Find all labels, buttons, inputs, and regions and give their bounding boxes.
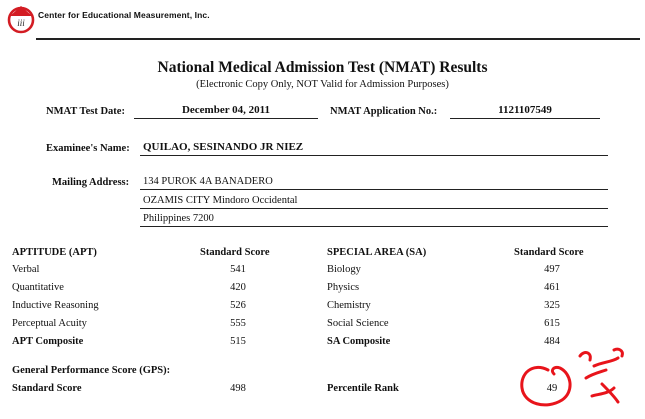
sa-row-name: Chemistry bbox=[327, 300, 371, 311]
red-scribble-annotation bbox=[518, 344, 638, 414]
svg-text:iii: iii bbox=[17, 18, 25, 28]
mailing-underline-3 bbox=[140, 226, 608, 227]
mailing-line-2: OZAMIS CITY Mindoro Occidental bbox=[143, 195, 298, 206]
sa-row-score: 615 bbox=[544, 318, 560, 329]
apt-row-name: Inductive Reasoning bbox=[12, 300, 99, 311]
mailing-underline-2 bbox=[140, 208, 608, 209]
sa-row-name: Social Science bbox=[327, 318, 389, 329]
test-date-label: NMAT Test Date: bbox=[46, 106, 125, 117]
application-underline bbox=[450, 118, 600, 119]
test-date-underline bbox=[134, 118, 318, 119]
examinee-underline bbox=[140, 155, 608, 156]
mailing-label: Mailing Address: bbox=[52, 177, 130, 188]
mailing-line-3: Philippines 7200 bbox=[143, 213, 214, 224]
gps-standard-label: Standard Score bbox=[12, 383, 82, 394]
cem-logo bbox=[6, 4, 36, 34]
sa-row-score: 325 bbox=[544, 300, 560, 311]
sa-row-score: 461 bbox=[544, 282, 560, 293]
apt-row-score: 555 bbox=[230, 318, 246, 329]
organization-name: Center for Educational Measurement, Inc. bbox=[38, 10, 210, 20]
mailing-line-1: 134 PUROK 4A BANADERO bbox=[143, 176, 273, 187]
apt-row-name: Verbal bbox=[12, 264, 40, 275]
apt-composite-label: APT Composite bbox=[12, 336, 84, 347]
page-title: National Medical Admission Test (NMAT) Results bbox=[157, 59, 488, 76]
application-label: NMAT Application No.: bbox=[330, 106, 438, 117]
special-heading: SPECIAL AREA (SA) bbox=[327, 247, 427, 258]
apt-composite-score: 515 bbox=[230, 336, 246, 347]
sa-composite-score: 484 bbox=[544, 336, 560, 347]
mailing-underline-1 bbox=[140, 189, 608, 190]
application-value: 1121107549 bbox=[498, 104, 552, 116]
sa-row-name: Physics bbox=[327, 282, 360, 293]
aptitude-heading: APTITUDE (APT) bbox=[12, 247, 97, 258]
gps-standard-value: 498 bbox=[230, 383, 246, 394]
apt-row-name: Quantitative bbox=[12, 282, 64, 293]
aptitude-score-heading: Standard Score bbox=[200, 247, 270, 258]
examinee-value: QUILAO, SESINANDO JR NIEZ bbox=[143, 141, 304, 153]
special-score-heading: Standard Score bbox=[514, 247, 584, 258]
sa-row-name: Biology bbox=[327, 264, 361, 275]
test-date-value: December 04, 2011 bbox=[181, 104, 271, 116]
gps-heading: General Performance Score (GPS): bbox=[12, 365, 171, 376]
apt-row-score: 541 bbox=[230, 264, 246, 275]
apt-row-score: 526 bbox=[230, 300, 246, 311]
sa-row-score: 497 bbox=[544, 264, 560, 275]
sa-composite-label: SA Composite bbox=[327, 336, 391, 347]
gps-percentile-label: Percentile Rank bbox=[327, 383, 399, 394]
apt-row-name: Perceptual Acuity bbox=[12, 318, 87, 329]
examinee-label: Examinee's Name: bbox=[46, 143, 130, 154]
gps-percentile-value: 49 bbox=[546, 383, 558, 394]
header-rule bbox=[36, 38, 640, 40]
page-subtitle: (Electronic Copy Only, NOT Valid for Admission Purposes) bbox=[196, 79, 449, 90]
apt-row-score: 420 bbox=[230, 282, 246, 293]
